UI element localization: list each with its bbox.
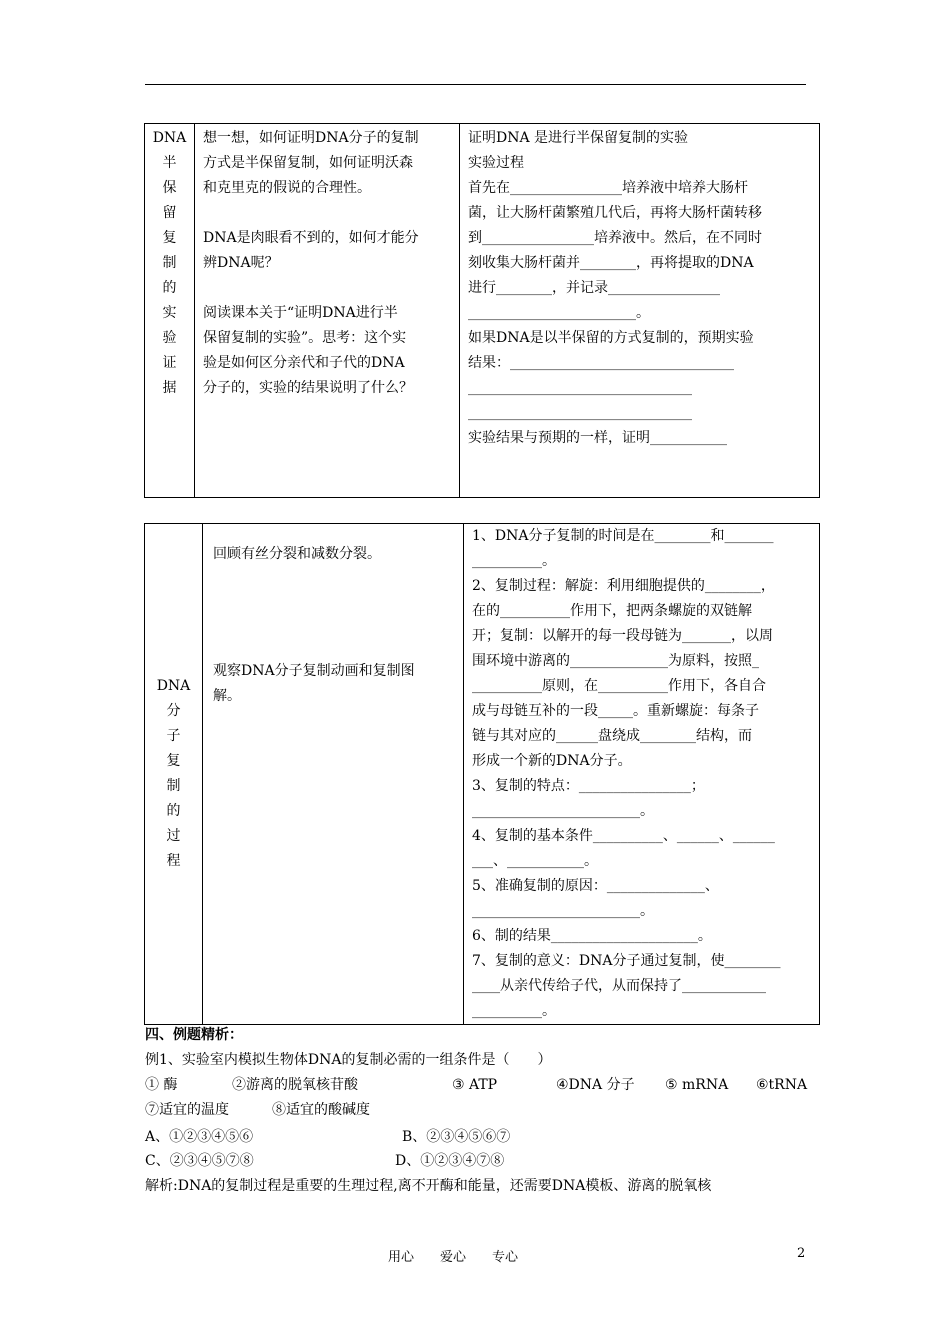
question-line: 和克里克的假说的合理性。 xyxy=(203,180,371,196)
blank-line: 如果DNA是以半保留的方式复制的，预期实验 xyxy=(468,330,754,346)
blank-line: 实验结果与预期的一样，证明___________ xyxy=(468,430,727,446)
table1-middle-cell xyxy=(195,124,460,498)
blank-line: 4、复制的基本条件__________、______、______ xyxy=(472,828,775,844)
blank-line: 1、DNA分子复制的时间是在________和_______ xyxy=(472,528,774,544)
question-line: 阅读课本关于“证明DNA进行半 xyxy=(203,305,398,321)
label-char: 据 xyxy=(162,380,177,396)
choice-c: C、②③④⑤⑦⑧ xyxy=(145,1153,254,1169)
table1-vertical-label xyxy=(145,124,194,401)
label-char: 的 xyxy=(162,280,177,296)
table1-guiding-questions xyxy=(195,124,459,401)
blank-line: ________________________________ xyxy=(468,380,692,396)
blank-line: 开；复制：以解开的每一段母链为_______，以周 xyxy=(472,628,773,644)
blank-line: 刻收集大肠杆菌并________，再将提取的DNA xyxy=(468,255,754,271)
blank-line: __________。 xyxy=(472,1003,556,1019)
review-mitosis-meiosis: 回顾有丝分裂和减数分裂。 xyxy=(213,546,381,562)
label-char: 过 xyxy=(166,828,181,844)
blank-line: 结果：________________________________ xyxy=(468,355,734,371)
blank-line: 6、制的结果_____________________。 xyxy=(472,928,712,944)
blank-line: 在的__________作用下，把两条螺旋的双链解 xyxy=(472,603,752,619)
example-question: 例1、实验室内模拟生物体DNA的复制必需的一组条件是（ ） xyxy=(145,1052,552,1068)
label-char: DNA xyxy=(152,130,187,146)
label-char: 复 xyxy=(162,230,177,246)
blank-line: 5、准确复制的原因：______________、 xyxy=(472,878,719,894)
blank-line: ________________________________ xyxy=(468,405,692,421)
label-char: 保 xyxy=(162,180,177,196)
question-line xyxy=(203,276,453,301)
table2-middle-cell xyxy=(203,524,464,1025)
label-char: 半 xyxy=(162,155,177,171)
blank-line: __________原则，在__________作用下，各自合 xyxy=(472,678,766,694)
table1-experiment-blanks xyxy=(460,124,819,451)
label-char: 验 xyxy=(162,330,177,346)
blank-line: 3、复制的特点：________________； xyxy=(472,778,705,794)
condition-item: ④DNA 分子 xyxy=(556,1077,635,1093)
table2-label-cell xyxy=(145,524,203,1025)
analysis-text: 解析:DNA的复制过程是重要的生理过程,离不开酶和能量，还需要DNA模板、游离的脱氧核 xyxy=(145,1178,712,1194)
label-char: 制 xyxy=(166,778,181,794)
condition-item: ⑦适宜的温度 xyxy=(145,1102,229,1118)
table2-right-cell xyxy=(464,524,820,1025)
blank-line: __________。 xyxy=(472,553,556,569)
note-line: 观察DNA分子复制动画和复制图 xyxy=(213,663,415,679)
blank-line: 形成一个新的DNA分子。 xyxy=(472,753,632,769)
choice-d: D、①②③④⑦⑧ xyxy=(395,1153,505,1169)
blank-line: 到________________培养液中。然后，在不同时 xyxy=(468,230,762,246)
label-char: 复 xyxy=(166,753,181,769)
table1-right-cell xyxy=(460,124,820,498)
table2-replication-blanks xyxy=(464,524,819,1024)
label-char: 证 xyxy=(162,355,177,371)
observe-animation-note xyxy=(203,657,463,709)
label-char: 制 xyxy=(162,255,177,271)
label-char: DNA xyxy=(156,678,191,694)
blank-line: 成与母链互补的一段_____。重新螺旋：每条子 xyxy=(472,703,759,719)
replication-process-table xyxy=(144,523,820,1025)
condition-item: ① 酶 xyxy=(145,1077,178,1093)
blank-line: ________________________。 xyxy=(468,305,650,321)
label-char: 分 xyxy=(166,703,181,719)
condition-item: ⑧适宜的酸碱度 xyxy=(272,1102,370,1118)
blank-line: 实验过程 xyxy=(468,155,524,171)
label-char: 程 xyxy=(166,853,181,869)
blank-line: 首先在________________培养液中培养大肠杆 xyxy=(468,180,748,196)
condition-item: ⑤ mRNA xyxy=(665,1077,729,1093)
label-char: 实 xyxy=(162,305,177,321)
question-line xyxy=(203,201,453,226)
condition-item: ②游离的脱氧核苷酸 xyxy=(232,1077,358,1093)
note-line: 解。 xyxy=(213,688,241,704)
blank-line: ___、___________。 xyxy=(472,853,598,869)
blank-line: 链与其对应的______盘绕成________结构，而 xyxy=(472,728,752,744)
label-char: 子 xyxy=(166,728,181,744)
blank-line: ____从亲代传给子代，从而保持了____________ xyxy=(472,978,766,994)
question-line: 保留复制的实验”。思考：这个实 xyxy=(203,330,407,346)
choice-b: B、②③④⑤⑥⑦ xyxy=(402,1129,511,1145)
question-line: 方式是半保留复制，如何证明沃森 xyxy=(203,155,413,171)
blank-line: 7、复制的意义：DNA分子通过复制，使________ xyxy=(472,953,781,969)
header-rule xyxy=(145,84,806,85)
blank-line: 菌，让大肠杆菌繁殖几代后，再将大肠杆菌转移 xyxy=(468,205,762,221)
question-line: DNA是肉眼看不到的，如何才能分 xyxy=(203,230,419,246)
blank-line: 进行________，并记录________________ xyxy=(468,280,720,296)
question-line: 想一想，如何证明DNA分子的复制 xyxy=(203,130,419,146)
footer-slogan: 用心 爱心 专心 xyxy=(388,1250,519,1265)
table2-vertical-label xyxy=(145,674,202,874)
question-line: 辨DNA呢？ xyxy=(203,255,279,271)
blank-line: ________________________。 xyxy=(472,803,654,819)
question-line: 分子的，实验的结果说明了什么？ xyxy=(203,380,413,396)
choice-a: A、①②③④⑤⑥ xyxy=(145,1129,254,1145)
experiment-evidence-table xyxy=(144,123,820,498)
section-heading: 四、例题精析： xyxy=(145,1027,243,1043)
condition-item: ③ ATP xyxy=(452,1077,498,1093)
label-char: 留 xyxy=(162,205,177,221)
label-char: 的 xyxy=(166,803,181,819)
table1-label-cell xyxy=(145,124,195,498)
page-number: 2 xyxy=(797,1246,806,1261)
condition-item: ⑥tRNA xyxy=(756,1077,808,1093)
blank-line: 证明DNA 是进行半保留复制的实验 xyxy=(468,130,689,146)
question-line: 验是如何区分亲代和子代的DNA xyxy=(203,355,405,371)
blank-line: 2、复制过程：解旋：利用细胞提供的________， xyxy=(472,578,775,594)
blank-line: ________________________。 xyxy=(472,903,654,919)
blank-line: 围环境中游离的______________为原料，按照_ xyxy=(472,653,759,669)
